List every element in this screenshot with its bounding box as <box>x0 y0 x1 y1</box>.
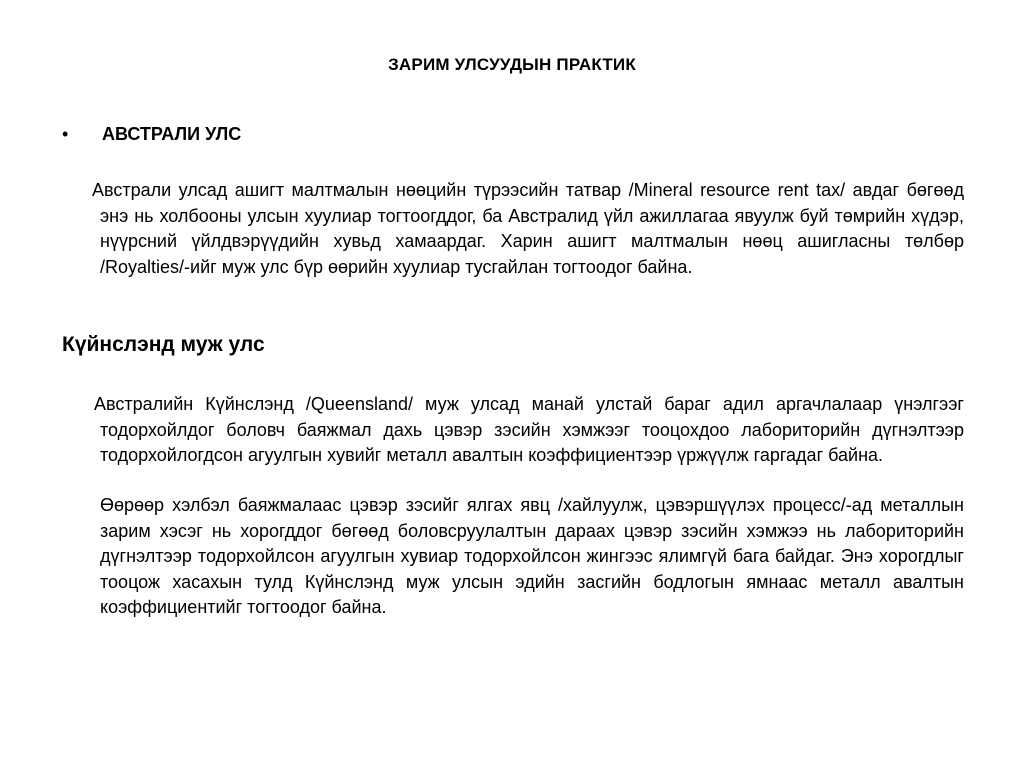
bullet-heading-australia <box>62 124 241 145</box>
page-title: ЗАРИМ УЛСУУДЫН ПРАКТИК <box>388 55 636 74</box>
section-heading-australia: АВСТРАЛИ УЛС <box>102 124 242 144</box>
paragraph-queensland-2: Өөрөөр хэлбэл баяжмалаас цэвэр зэсийг ялгах явц /хайлуулж, цэвэршүүлэх процесс/-ад металлын зарим хэсэг нь хорогддог бөгөөд боловсруулалтын дараах цэвэр зэсийн хэмжээ нь лабориторийн дүгнэлтээр тодорхойлсон агуулгын хувиар тодорхойлсон жингээс ялимгүй бага байдаг. Энэ хорогдлыг тооцож хасахын тулд Күйнслэнд муж улсын эдийн засгийн бодлогын ямнаас металл авалтын коэффициентийг тогтоодог байна. <box>100 495 964 617</box>
bullet-icon: • <box>62 124 69 144</box>
section-heading-queensland: Күйнслэнд муж улс <box>62 333 265 356</box>
paragraph-queensland-1: Австралийн Күйнслэнд /Queensland/ муж улсад манай улстай бараг адил аргачлалаар үнэлгээг тодорхойлдог боловч баяжмал дахь цэвэр зэсийн хэмжээг тооцохдоо лабориторийн дүгнэлтээр тодорхойлогдсон агуулгын хувийг металл авалтын коэффициентээр үржүүлж гаргадаг байна. <box>94 394 964 465</box>
paragraph-australia: Австрали улсад ашигт малтмалын нөөцийн түрээсийн татвар /Mineral resource rent tax/ авдаг бөгөөд энэ нь холбооны улсын хуулиар тогтоогддог, ба Австралид үйл ажиллагаа явуулж буй төмрийн хүдэр, нүүрсний үйлдвэрүүдийн хувьд хамаардаг. Харин ашигт малтмалын нөөц ашигласны төлбөр /Royalties/-ийг муж улс бүр өөрийн хуулиар тусгайлан тогтоодог байна. <box>92 180 964 277</box>
